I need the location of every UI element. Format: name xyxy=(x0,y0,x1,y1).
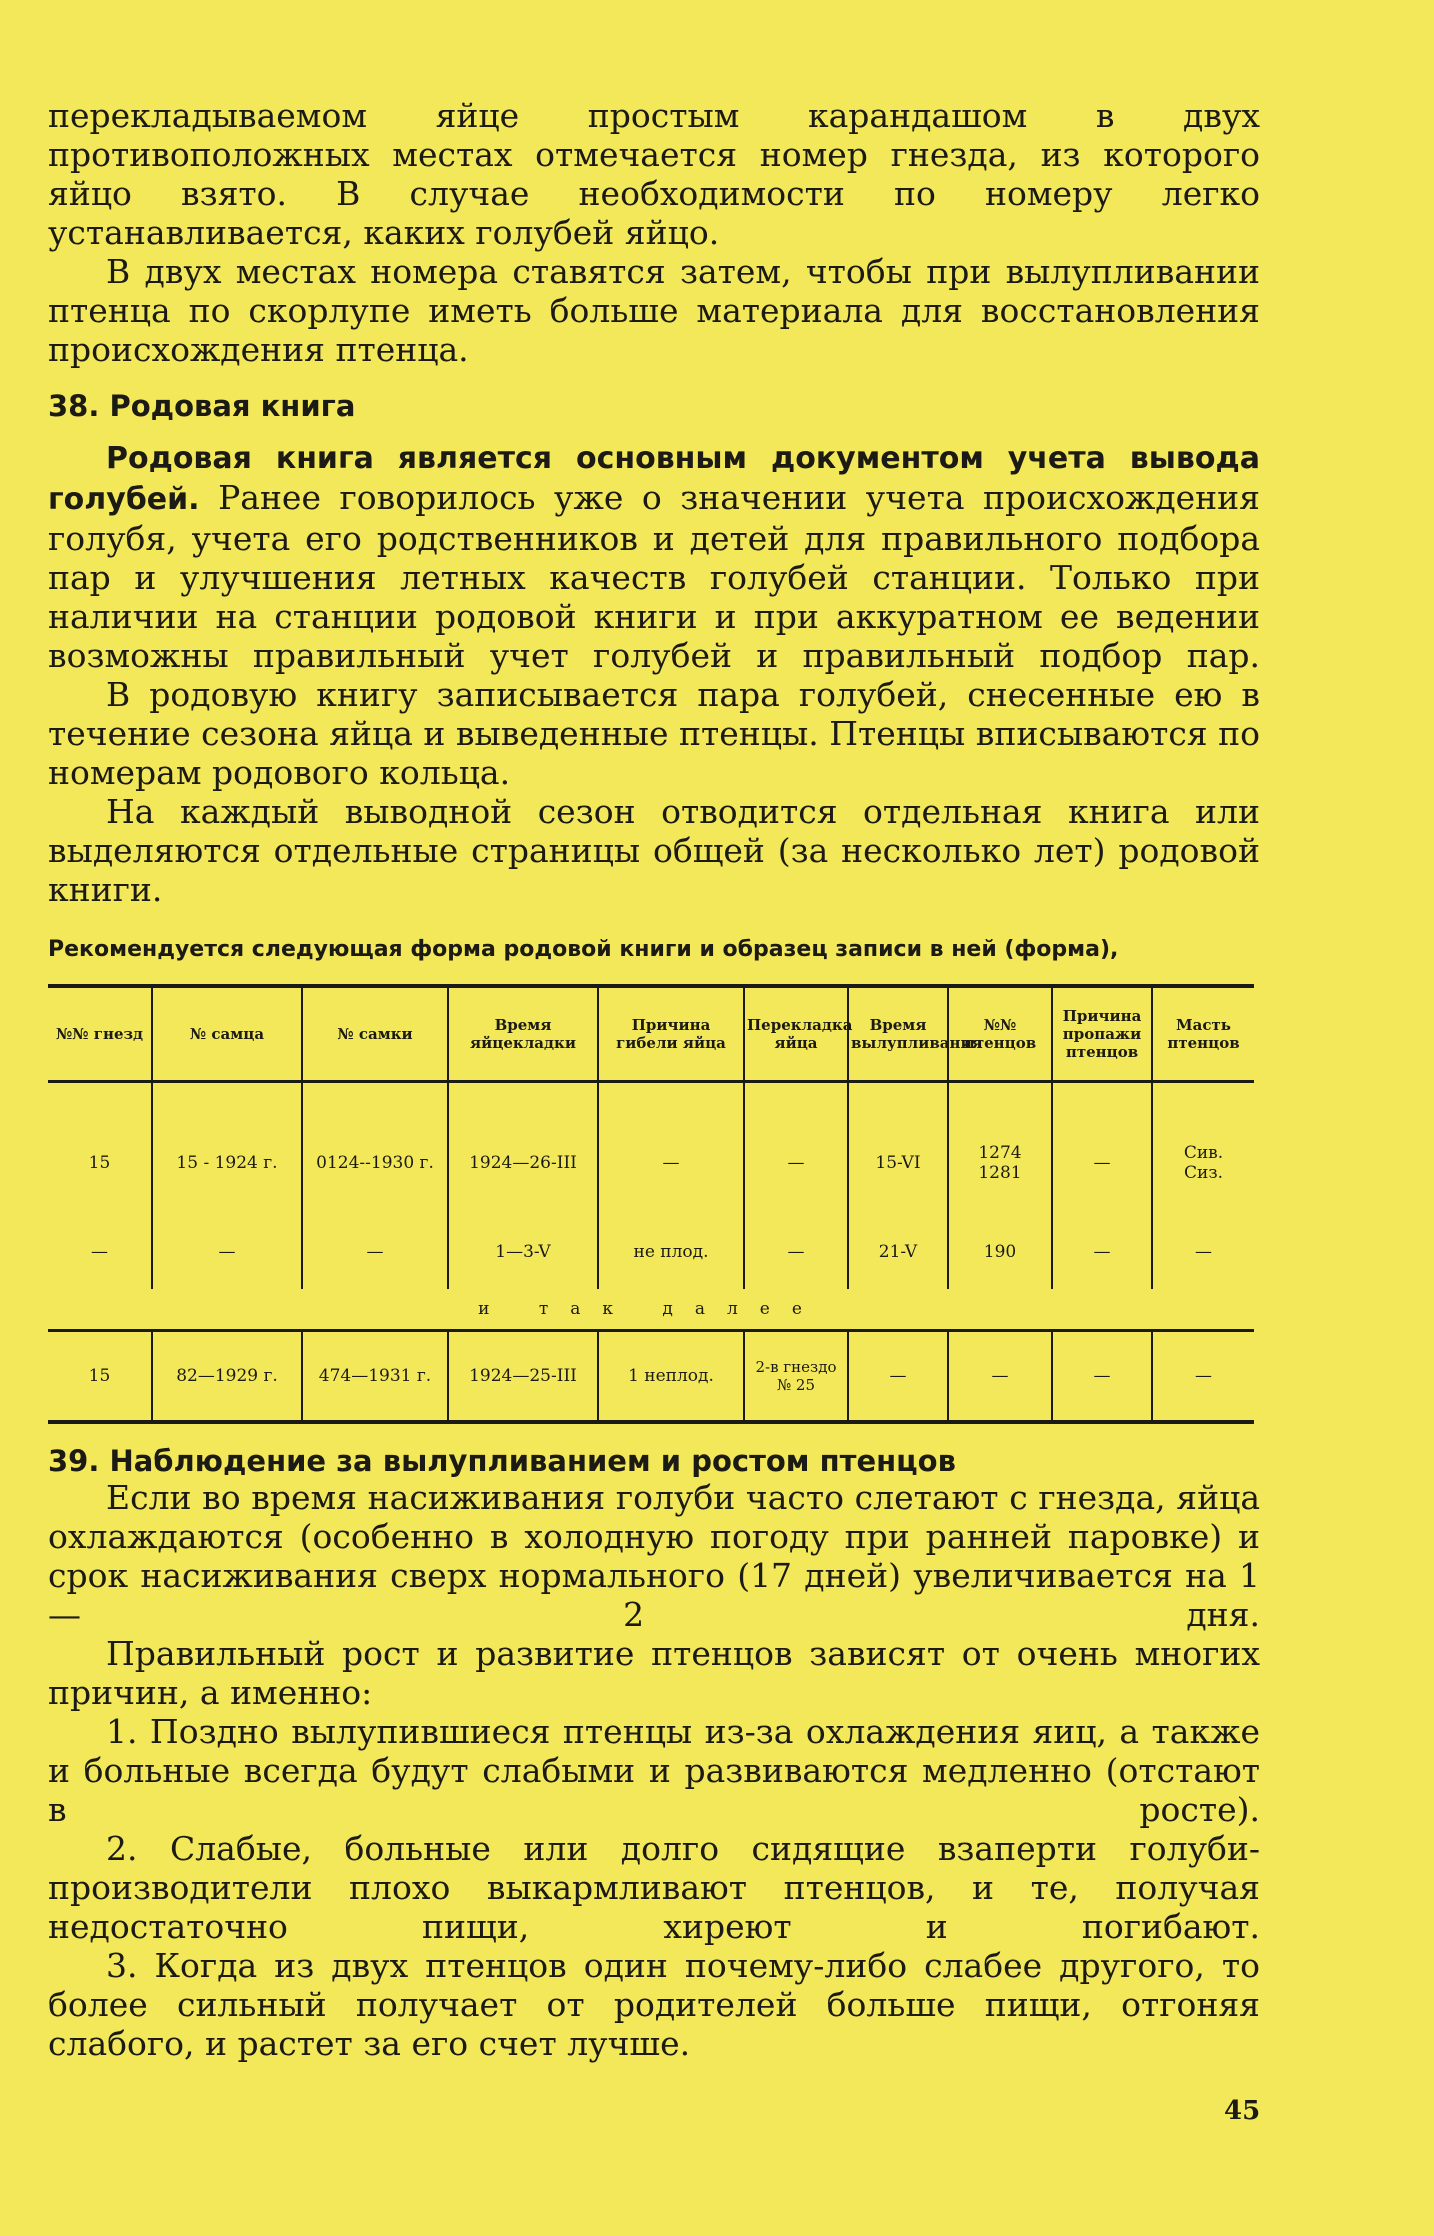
header-hatching-time: Время вылупливания xyxy=(848,986,948,1082)
table-row-etc xyxy=(48,1289,1254,1331)
header-female-number: № самки xyxy=(302,986,448,1082)
pedigree-form-table xyxy=(48,984,1254,1424)
table-cell: — xyxy=(152,1215,302,1289)
header-chick-numbers: №№ птенцов xyxy=(948,986,1052,1082)
header-egg-transfer: Перекладка яйца xyxy=(744,986,848,1082)
page xyxy=(48,96,1260,2063)
table-cell: 190 xyxy=(948,1215,1052,1289)
section-39-paragraph-1: Если во время насиживания голуби часто слетают с гнезда, яйца охлаждаются (особенно в холодную погоду при ранней паровке) и срок насиживания сверх нормального (17 дней) увеличивается на 1 — 2 дня. xyxy=(48,1478,1260,1634)
section-39-paragraph-2: Правильный рост и развитие птенцов зависят от очень многих причин, а именно: xyxy=(48,1634,1260,1712)
table-cell: — xyxy=(1152,1215,1254,1289)
table-etc-cell: и так далее xyxy=(48,1289,1254,1331)
table-cell: — xyxy=(598,1082,744,1216)
table-cell: 15 xyxy=(88,1366,111,1386)
table-cell: — xyxy=(91,1242,108,1262)
table-cell: 1274 1281 xyxy=(948,1082,1052,1216)
table-header-row xyxy=(48,986,1254,1082)
header-laying-time: Время яйцекладки xyxy=(448,986,598,1082)
table-cell: 15 - 1924 г. xyxy=(152,1082,302,1216)
table-cell: — xyxy=(848,1331,948,1423)
table-cell: — xyxy=(1152,1331,1254,1423)
section-39-item-3: 3. Когда из двух птенцов один почему-либо слабее другого, то более сильный получает от родителей больше пищи, отгоняя слабого, и растет за его счет лучше. xyxy=(48,1946,1260,2063)
table-cell: — xyxy=(1052,1331,1152,1423)
table-cell: 0124--1930 г. xyxy=(302,1082,448,1216)
table-cell: — xyxy=(744,1215,848,1289)
table-cell: — xyxy=(948,1331,1052,1423)
table-cell: не плод. xyxy=(598,1215,744,1289)
section-38-heading: 38. Родовая книга xyxy=(48,389,356,423)
header-chick-loss-cause: Причина пропажи птенцов xyxy=(1052,986,1152,1082)
table-cell: — xyxy=(302,1215,448,1289)
table-cell: 82—1929 г. xyxy=(152,1331,302,1423)
section-38-paragraph-1 xyxy=(48,437,1260,675)
table-caption: Рекомендуется следующая форма родовой книги и образец записи в ней (форма), xyxy=(48,937,1119,962)
section-39-heading: 39. Наблюдение за вылупливанием и ростом птенцов xyxy=(48,1444,956,1478)
table-cell: 2-в гнездо № 25 xyxy=(744,1331,848,1423)
section-38-paragraph-1-rest: Ранее говорилось уже о значении учета происхождения голубя, учета его родственников и детей для правильного подбора пар и улучшения летных качеств голубей станции. Только при наличии на станции родовой книги и при аккуратном ее ведении возможны правильный учет голубей и правильный подбор пар. xyxy=(48,478,1260,675)
header-chick-color: Масть птенцов xyxy=(1152,986,1254,1082)
page-number: 45 xyxy=(1224,2096,1261,2126)
table-cell: 474—1931 г. xyxy=(302,1331,448,1423)
table-cell: 21-V xyxy=(848,1215,948,1289)
section-38-lead: Родовая книга является основным документом учета вывода голубей. xyxy=(48,441,1260,517)
table-cell: 1 неплод. xyxy=(598,1331,744,1423)
table-cell: 1924—25-III xyxy=(448,1331,598,1423)
table-cell: 1—3-V xyxy=(448,1215,598,1289)
section-39-item-1: 1. Поздно вылупившиеся птенцы из-за охлаждения яиц, а также и больные всегда будут слабыми и развиваются медленно (отстают в росте). xyxy=(48,1712,1260,1829)
intro-paragraph-1: перекладываемом яйце простым карандашом в двух противоположных местах отмечается номер гнезда, из которого яйцо взято. В случае необходимости по номеру легко устанавливается, каких голубей яйцо. xyxy=(48,96,1260,252)
section-39-item-2: 2. Слабые, больные или долго сидящие взаперти голуби-производители плохо выкармливают птенцов, и те, получая недостаточно пищи, хиреют и погибают. xyxy=(48,1829,1260,1946)
table-cell: — xyxy=(744,1082,848,1216)
table-cell: — xyxy=(1052,1215,1152,1289)
table-cell: Сив. Сиз. xyxy=(1152,1082,1254,1216)
table-row xyxy=(48,1331,1254,1423)
header-nest-number: №№ гнезд xyxy=(48,986,152,1082)
table-cell: 15 xyxy=(88,1153,111,1173)
header-male-number: № самца xyxy=(152,986,302,1082)
section-38-paragraph-3: На каждый выводной сезон отводится отдельная книга или выделяются отдельные страницы общей (за несколько лет) родовой книги. xyxy=(48,792,1260,909)
table-row xyxy=(48,1082,1254,1216)
table-row xyxy=(48,1215,1254,1289)
intro-paragraph-2: В двух местах номера ставятся затем, чтобы при вылупливании птенца по скорлупе иметь больше материала для восстановления происхождения птенца. xyxy=(48,252,1260,369)
header-egg-loss-cause: Причина гибели яйца xyxy=(598,986,744,1082)
table-cell: — xyxy=(1052,1082,1152,1216)
section-38-paragraph-2: В родовую книгу записывается пара голубей, снесенные ею в течение сезона яйца и выведенные птенцы. Птенцы вписываются по номерам родового кольца. xyxy=(48,675,1260,792)
table-cell: 1924—26-III xyxy=(448,1082,598,1216)
table-cell: 15-VI xyxy=(848,1082,948,1216)
